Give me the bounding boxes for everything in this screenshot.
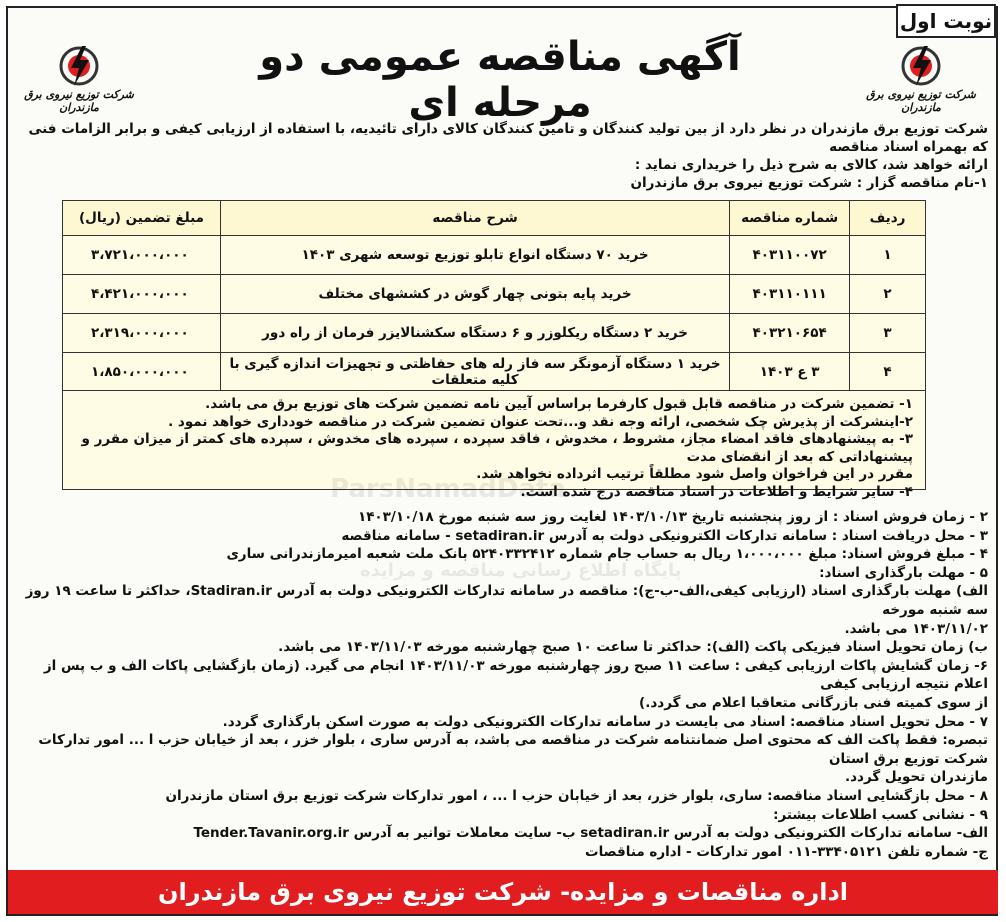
body-line: ۳ - محل دریافت اسناد : سامانه تدارکات الکترونیکی دولت به آدرس setadiran.ir - سامانه مناقصه <box>341 527 988 544</box>
body-line: از سوی کمیته فنی بازرگانی متعاقبا اعلام می گردد.) <box>639 694 988 711</box>
cell-amount: ۲،۳۱۹،۰۰۰،۰۰۰ <box>63 314 221 353</box>
table-row <box>63 314 926 353</box>
body-line: ب) زمان تحویل اسناد فیزیکی پاکت (الف): حداکثر تا ساعت ۱۰ صبح چهارشنبه مورخه ۱۴۰۳/۱۱/۰۳ می باشد. <box>278 639 988 656</box>
header-description: شرح مناقصه <box>220 201 729 236</box>
cell-number: ۴۰۳۲۱۰۶۵۴ <box>730 314 850 353</box>
cell-desc: خرید ۱ دستگاه آزمونگر سه فاز رله های حفاظتی و تجهیزات اندازه گیری با کلیه متعلقات <box>220 353 729 392</box>
body-line: ۷ - محل تحویل اسناد مناقصه: اسناد می بایست در سامانه تدارکات الکترونیکی دولت به صورت اسکن بارگذاری گردد. <box>222 713 988 730</box>
publication-badge: نوبت اول <box>896 4 996 38</box>
company-logo-right <box>856 40 986 114</box>
cell-row: ۳ <box>850 314 926 353</box>
terms-line: ۲-اینشرکت از پذیرش چک شخصی، ارائه وجه نقد و...تحت عنوان تضمین شرکت در مناقصه خودداری خواهد نمود . <box>168 413 913 430</box>
cell-row: ۱ <box>850 236 926 275</box>
body-line: ۸ - محل بازگشایی اسناد مناقصه: ساری، بلوار خزر، بعد از خیابان حزب ا ... ، امور تدارکات شرکت توزیع برق استان مازندران <box>165 787 988 804</box>
intro-line: ارائه خواهد شد، کالای به شرح ذیل را خریداری نماید : <box>634 157 988 173</box>
cell-desc: خرید پایه بتونی چهار گوش در کششهای مختلف <box>220 275 729 314</box>
terms-line: ۱- تضمین شرکت در مناقصه قابل قبول کارفرما براساس آیین نامه تضمین شرکت های توزیع برق می باشد. <box>205 396 913 412</box>
body-line: ۴ - مبلغ فروش اسناد: مبلغ ۱،۰۰۰،۰۰۰ ریال به حساب جام شماره ۵۲۴۰۳۳۲۴۱۲ بانک ملت شعبه امیرمازندرانی ساری <box>226 546 988 563</box>
header-row-number: ردیف <box>850 201 926 236</box>
terms-line: مقرر در این فراخوان واصل شود مطلقاً ترتیب اثرداده نخواهد شد. <box>476 466 913 482</box>
cell-number: ۴۰۳۱۱۰۰۷۲ <box>730 236 850 275</box>
intro-text <box>18 120 988 192</box>
body-line: ۹ - نشانی کسب اطلاعات بیشتر: <box>773 806 988 823</box>
footer-banner: اداره مناقصات و مزایده- شرکت توزیع نیروی برق مازندران <box>8 870 998 914</box>
table-row <box>63 275 926 314</box>
body-line: ۵ - مهلت بارگذاری اسناد: <box>819 564 988 581</box>
cell-amount: ۴،۴۲۱،۰۰۰،۰۰۰ <box>63 275 221 314</box>
notice-title: آگهی مناقصه عمومی دو مرحله ای <box>259 34 741 126</box>
terms-line: ۳- به پیشنهادهای فاقد امضاء مجاز، مشروط ، مخدوش ، فاقد سپرده ، سپرده های مخدوش ، سپرده های کمتر از میزان مقرر و پیشنهاداتی که بعد از انقضای مدت <box>81 431 913 465</box>
body-line: ۱۴۰۳/۱۱/۰۲ می باشد. <box>844 620 988 637</box>
body-line: الف) مهلت بارگذاری اسناد (ارزیابی کیفی،الف-ب-ج): مناقصه در سامانه تدارکات الکترونیکی دولت به آدرس Stadiran.ir، حداکثر تا ساعت ۱۹ روز سه شنبه مورخه <box>25 583 988 618</box>
logo-caption: شرکت توزیع نیروی برق مازندران <box>24 88 134 114</box>
header-tender-number: شماره مناقصه <box>730 201 850 236</box>
body-line: ۶- زمان گشایش پاکات ارزیابی کیفی : ساعت ۱۱ صبح روز چهارشنبه مورخه ۱۴۰۳/۱۱/۰۳ انجام می گیرد. (زمان بازگشایی پاکات الف و ب پس از اعلام نتیجه ارزیابی کیفی <box>43 657 988 693</box>
terms-line: ۴- سایر شرایط و اطلاعات در اسناد مناقصه درج شده است. <box>520 483 913 500</box>
table-header-row <box>63 201 926 236</box>
cell-number: ۴۰۳۱۱۰۱۱۱ <box>730 275 850 314</box>
notice-body <box>18 508 988 861</box>
body-line: ۲ - زمان فروش اسناد : از روز پنجشنبه تاریخ ۱۴۰۳/۱۰/۱۳ لغایت روز سه شنبه مورخ ۱۴۰۳/۱۰/۱۸ <box>357 509 988 525</box>
lightning-logo-icon <box>891 40 951 88</box>
intro-line: ۱-نام مناقصه گزار : شرکت توزیع نیروی برق مازندران <box>630 175 988 191</box>
company-logo-left <box>14 40 144 114</box>
body-line: الف- سامانه تدارکات الکترونیکی دولت به آدرس setadiran.ir ب- سایت معاملات توانیر به آدرس Tender.Tavanir.org.ir <box>193 825 988 842</box>
tender-table <box>62 200 926 392</box>
cell-desc: خرید ۲ دستگاه ریکلوزر و ۶ دستگاه سکشنالایزر فرمان از راه دور <box>220 314 729 353</box>
body-line: تبصره: فقط پاکت الف که محتوی اصل ضمانتنامه شرکت در مناقصه می باشد، به آدرس ساری ، بلوار خزر ، بعد از خیابان حزب ا ... امور تدارکات شرکت توزیع برق استان <box>38 732 988 767</box>
cell-amount: ۱،۸۵۰،۰۰۰،۰۰۰ <box>63 353 221 392</box>
header-guarantee-amount: مبلغ تضمین (ریال) <box>63 201 221 236</box>
lightning-logo-icon <box>49 40 109 88</box>
cell-desc: خرید ۷۰ دستگاه انواع تابلو توزیع توسعه شهری ۱۴۰۳ <box>220 236 729 275</box>
cell-amount: ۳،۷۲۱،۰۰۰،۰۰۰ <box>63 236 221 275</box>
cell-number: ۳ ع ۱۴۰۳ <box>730 353 850 392</box>
cell-row: ۲ <box>850 275 926 314</box>
cell-row: ۴ <box>850 353 926 392</box>
intro-line: شرکت توزیع برق مازندران در نظر دارد از بین تولید کنندگان و تامین کنندگان کالای دارای تائیدیه، با استفاده از ارزیابی کیفی و برابر الزامات فنی که بهمراه اسناد مناقصه <box>28 121 988 155</box>
terms-box <box>62 390 926 500</box>
table-row <box>63 353 926 392</box>
logo-caption: شرکت توزیع نیروی برق مازندران <box>866 88 976 114</box>
table-row <box>63 236 926 275</box>
body-line: مازندران تحویل گردد. <box>844 769 988 786</box>
body-line: ج- شماره تلفن ۳۳۴۰۵۱۲۱-۰۱۱ امور تدارکات - اداره مناقصات <box>585 843 988 860</box>
